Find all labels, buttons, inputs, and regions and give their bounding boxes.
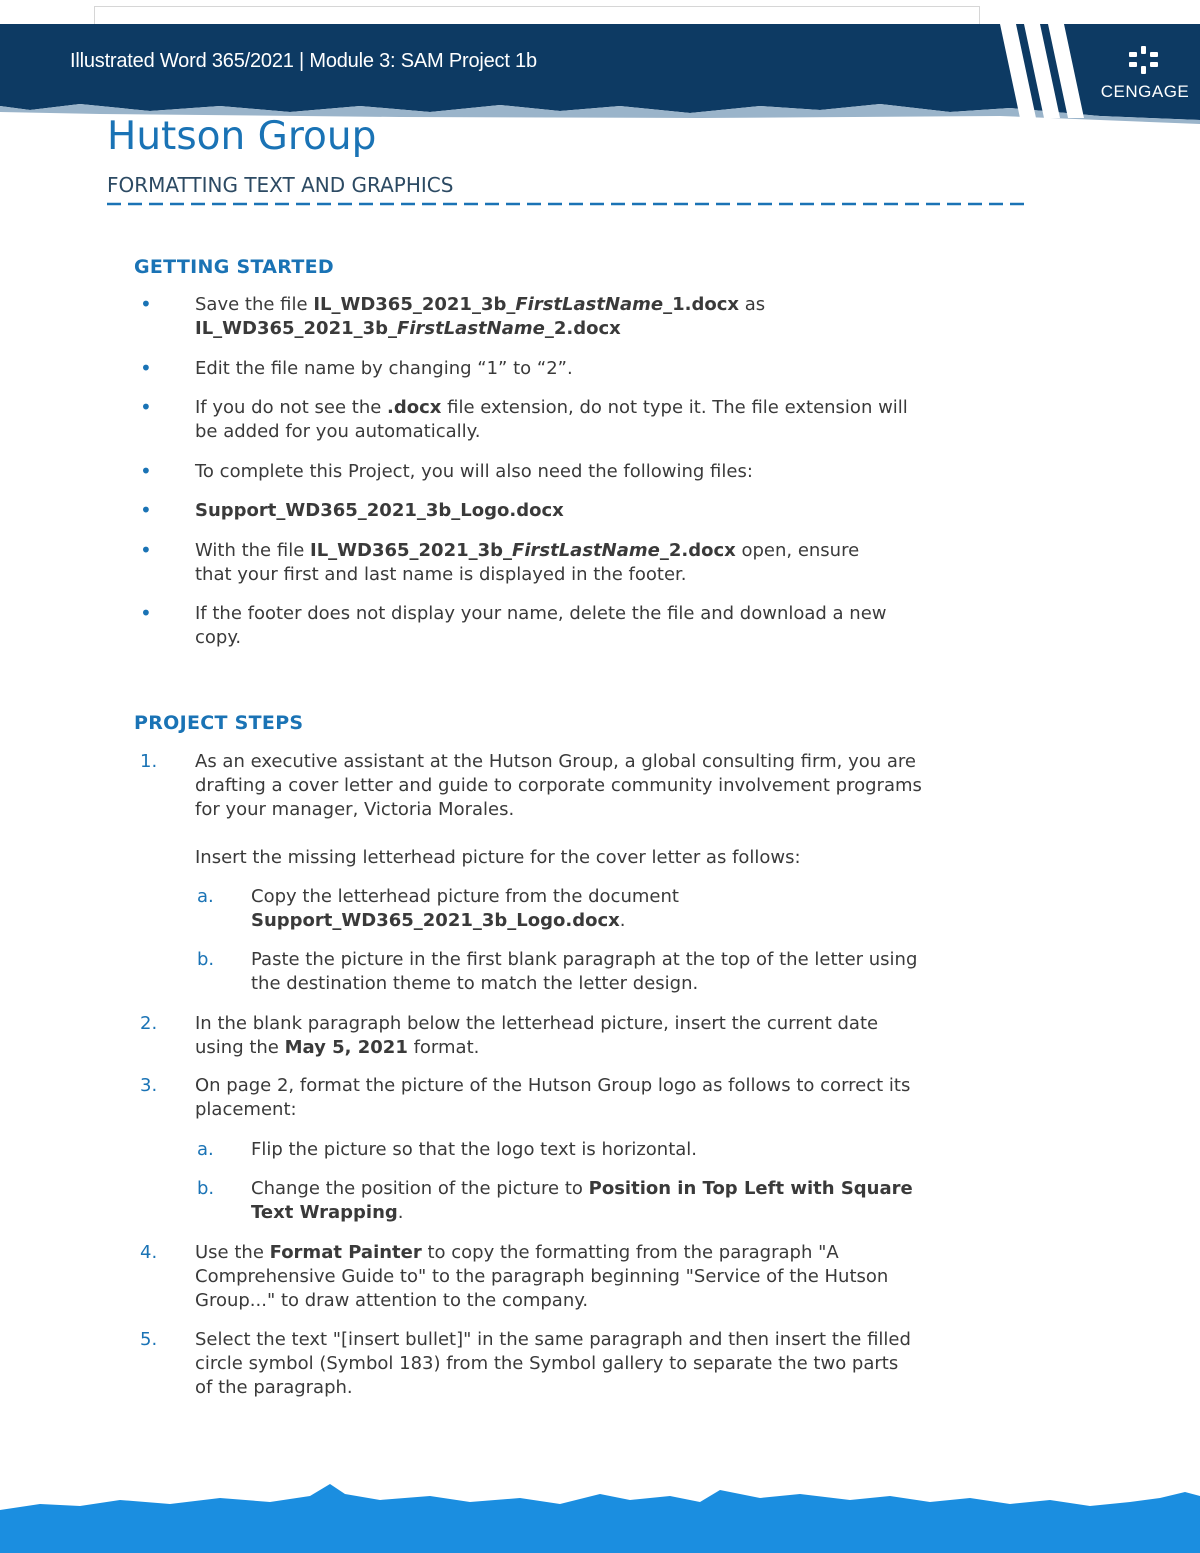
substep-text: Flip the picture so that the logo text is horizontal. xyxy=(251,1139,698,1160)
substep-text: Copy the letterhead picture from the document Support_WD365_2021_3b_Logo.docx. xyxy=(251,886,679,931)
substep-text: Paste the picture in the first blank paragraph at the top of the letter using the destination theme to match the letter design. xyxy=(251,949,918,994)
bullet-glyph: • xyxy=(140,601,152,625)
list-item: With the file IL_WD365_2021_3b_FirstLastName_2.docx open, ensure that your first and last name is displayed in the footer. xyxy=(195,540,860,585)
step-text: Select the text "[insert bullet]" in the same paragraph and then insert the filled circle symbol (Symbol 183) from the Symbol gallery to separate the two parts of the paragraph. xyxy=(195,1329,911,1398)
step-text: In the blank paragraph below the letterhead picture, insert the current date using the May 5, 2021 format. xyxy=(195,1013,879,1058)
bullet-glyph: • xyxy=(140,356,152,380)
step-number: 3. xyxy=(140,1075,158,1096)
step-number: 5. xyxy=(140,1329,158,1350)
step-text: Insert the missing letterhead picture for the cover letter as follows: xyxy=(195,847,801,868)
cengage-wordmark: CENGAGE xyxy=(1100,82,1190,101)
substep-letter: b. xyxy=(197,949,215,970)
step-number: 4. xyxy=(140,1242,158,1263)
dashed-divider xyxy=(107,201,1027,207)
bullet-glyph: • xyxy=(140,395,152,419)
footer-mountains xyxy=(0,1480,1200,1553)
step-number: 2. xyxy=(140,1013,158,1034)
page-subtitle: FORMATTING TEXT AND GRAPHICS xyxy=(107,173,454,197)
step-text: On page 2, format the picture of the Hutson Group logo as follows to correct its placement: xyxy=(195,1075,911,1120)
bullet-glyph: • xyxy=(140,292,152,316)
bullet-glyph: • xyxy=(140,498,152,522)
list-item: If the footer does not display your name, delete the file and download a new copy. xyxy=(195,603,887,648)
step-text: Use the Format Painter to copy the formatting from the paragraph "A Comprehensive Guide to" to the paragraph beginning "Service of the Hutson Group..." to draw attention to the company. xyxy=(195,1242,889,1311)
substep-text: Change the position of the picture to Position in Top Left with Square Text Wrapping. xyxy=(251,1178,913,1223)
bullet-glyph: • xyxy=(140,538,152,562)
bullet-glyph: • xyxy=(140,459,152,483)
list-item: To complete this Project, you will also need the following files: xyxy=(195,461,753,482)
section-heading-getting-started: GETTING STARTED xyxy=(134,256,334,278)
list-item: Support_WD365_2021_3b_Logo.docx xyxy=(195,500,564,521)
step-number: 1. xyxy=(140,751,158,772)
substep-letter: b. xyxy=(197,1178,215,1199)
header-title: Illustrated Word 365/2021 | Module 3: SAM Project 1b xyxy=(70,50,537,72)
substep-letter: a. xyxy=(197,1139,214,1160)
footer-band xyxy=(0,1484,1200,1553)
cengage-mark-icon xyxy=(1100,42,1190,82)
step-text: As an executive assistant at the Hutson Group, a global consulting firm, you are drafting a cover letter and guide to corporate community involvement programs for your manager, Victoria Morales. xyxy=(195,751,922,820)
page-title: Hutson Group xyxy=(107,114,377,159)
cengage-logo xyxy=(1100,42,1190,104)
section-heading-project-steps: PROJECT STEPS xyxy=(134,712,304,734)
list-item: If you do not see the .docx file extension, do not type it. The file extension will be added for you automatically. xyxy=(195,397,908,442)
list-item: Save the file IL_WD365_2021_3b_FirstLastName_1.docx as IL_WD365_2021_3b_FirstLastName_2.docx xyxy=(195,294,766,339)
substep-letter: a. xyxy=(197,886,214,907)
list-item: Edit the file name by changing “1” to “2”. xyxy=(195,358,573,379)
